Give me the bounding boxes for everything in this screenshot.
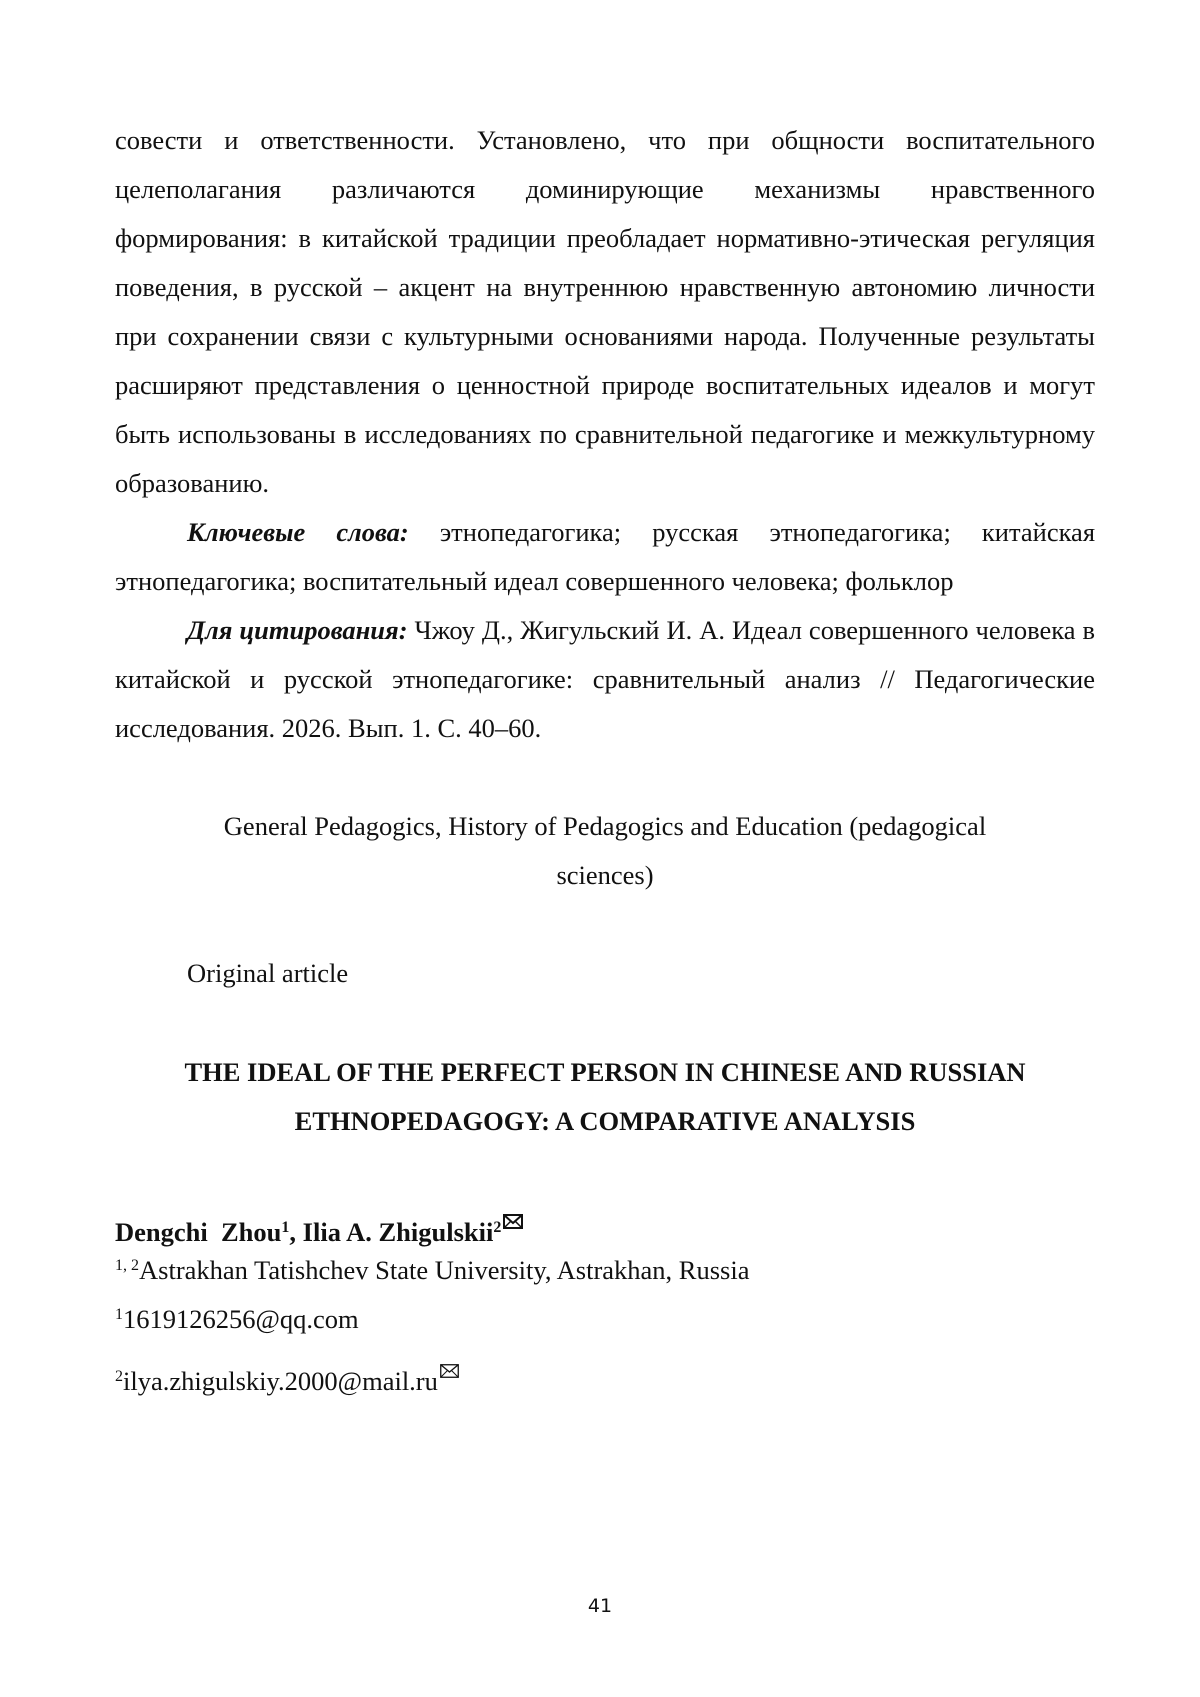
affiliation-mark: 1, 2 — [115, 1257, 139, 1274]
keywords-text: этнопедагогика; русская этнопедагогика; китайская этнопедагогика; воспитательный идеал совершенного человека; фольклор — [115, 517, 1096, 596]
front-matter — [115, 116, 1095, 753]
abstract-continuation: совести и ответственности. Установлено, что при общности воспитательного целеполагания различаются доминирующие механизмы нравственного формирования: в китайской традиции преобладает нормативно-этическая регуляция поведения, в русской – акцент на внутреннюю нравственную автономию личности при сохранении связи с культурными основаниями народа. Полученные результаты расширяют представления о ценностной природе воспитательных идеалов и могут быть использованы в исследованиях по сравнительной педагогике и межкультурному образованию. — [115, 125, 1095, 498]
citation-text: Чжоу Д., Жигульский И. А. Идеал совершенного человека в китайской и русской этнопедагогике: сравнительный анализ // Педагогические исследования. 2026. Вып. 1. С. 40–60. — [115, 615, 1096, 743]
article-title — [115, 1048, 1095, 1146]
envelope-icon — [503, 1196, 523, 1245]
page-number: 41 — [587, 1595, 613, 1617]
author-1-name: Dengchi Zhou — [115, 1217, 282, 1247]
section-heading — [115, 802, 1095, 900]
author-2-name: Ilia A. Zhigulskii — [302, 1217, 494, 1247]
author-2-affiliation-mark: 2 — [493, 1219, 502, 1236]
citation-label: Для цитирования: — [187, 615, 408, 645]
affiliation-text: Astrakhan Tatishchev State University, Astrakhan, Russia — [139, 1255, 750, 1285]
section-heading-line-1: General Pedagogics, History of Pedagogics and Education (pedagogical — [223, 811, 987, 841]
keywords-label: Ключевые слова: — [187, 517, 409, 547]
email-1-address[interactable]: 1619126256@qq.com — [123, 1304, 359, 1334]
author-1-affiliation-mark: 1 — [281, 1219, 290, 1236]
article-type: Original article — [187, 958, 349, 988]
article-title-line-2: ETHNOPEDAGOGY: A COMPARATIVE ANALYSIS — [294, 1106, 916, 1136]
email-2-address[interactable]: ilya.zhigulskiy.2000@mail.ru — [123, 1366, 438, 1396]
email-line-2 — [115, 1345, 459, 1406]
email-1-mark: 1 — [115, 1306, 123, 1323]
keywords — [115, 508, 1095, 606]
authors-separator: , — [289, 1217, 303, 1247]
citation — [115, 606, 1095, 753]
email-2-mark: 2 — [115, 1368, 123, 1385]
email-line-1 — [115, 1295, 359, 1344]
article-title-line-1: THE IDEAL OF THE PERFECT PERSON IN CHINESE AND RUSSIAN — [184, 1057, 1026, 1087]
affiliation — [115, 1246, 749, 1295]
section-heading-line-2: sciences) — [556, 860, 654, 890]
envelope-icon — [440, 1345, 459, 1394]
